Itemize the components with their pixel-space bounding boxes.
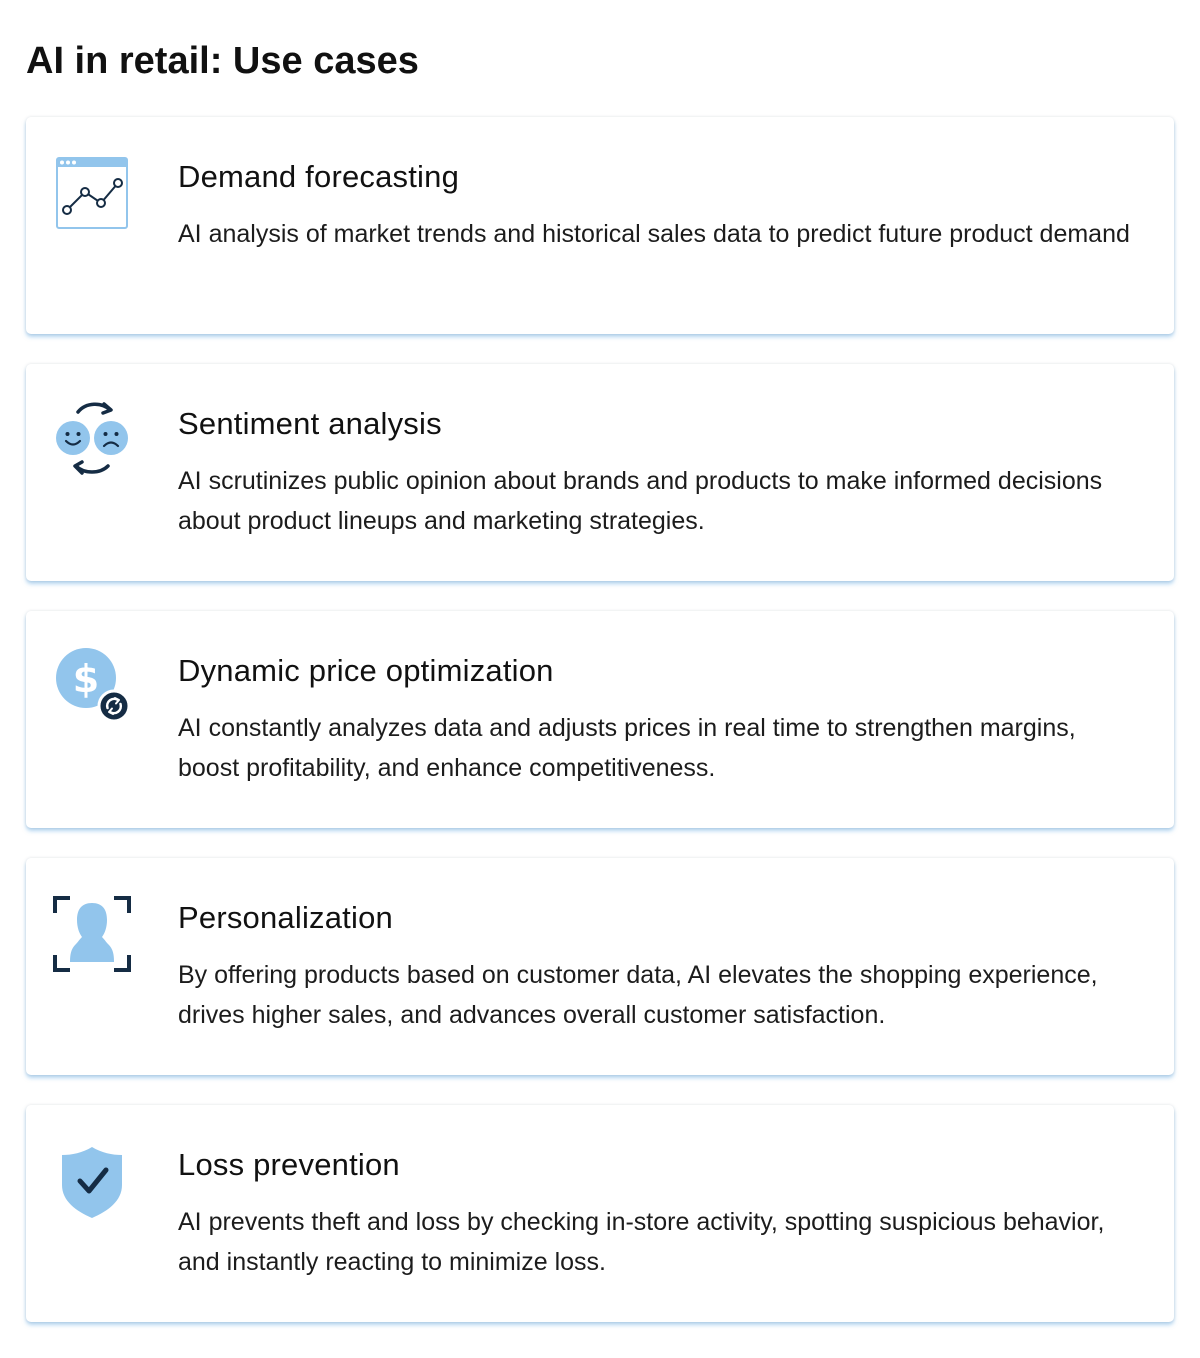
card-title: Dynamic price optimization: [178, 653, 554, 688]
page-title: AI in retail: Use cases: [26, 40, 419, 82]
shield-check-icon: [52, 1141, 132, 1221]
dollar-refresh-icon: [52, 647, 132, 727]
card-title: Loss prevention: [178, 1147, 400, 1182]
use-case-card-demand-forecasting: [26, 117, 1174, 334]
line-chart-window-icon: [52, 153, 132, 233]
face-scan-icon: [52, 894, 132, 974]
svg-text:$: $: [72, 657, 100, 701]
card-description: AI prevents theft and loss by checking in-store activity, spotting suspicious behavior, and instantly reacting to minimize loss.: [178, 1208, 1105, 1276]
sentiment-faces-icon: [52, 400, 132, 480]
card-description: AI scrutinizes public opinion about brands and products to make informed decisions about product lineups and marketing strategies.: [178, 467, 1103, 535]
use-case-list: [26, 117, 1174, 1352]
card-description: By offering products based on customer data, AI elevates the shopping experience, drives higher sales, and advances overall customer satisfaction.: [178, 961, 1098, 1029]
use-case-card-sentiment-analysis: [26, 364, 1174, 581]
use-case-card-dynamic-price-optimization: [26, 611, 1174, 828]
card-title: Personalization: [178, 900, 393, 935]
use-case-card-personalization: [26, 858, 1174, 1075]
card-title: Demand forecasting: [178, 159, 460, 194]
card-description: AI analysis of market trends and historical sales data to predict future product demand: [178, 220, 1130, 248]
card-title: Sentiment analysis: [178, 406, 442, 441]
card-description: AI constantly analyzes data and adjusts prices in real time to strengthen margins, boost profitability, and enhance competitiveness.: [178, 714, 1076, 782]
use-case-card-loss-prevention: [26, 1105, 1174, 1322]
